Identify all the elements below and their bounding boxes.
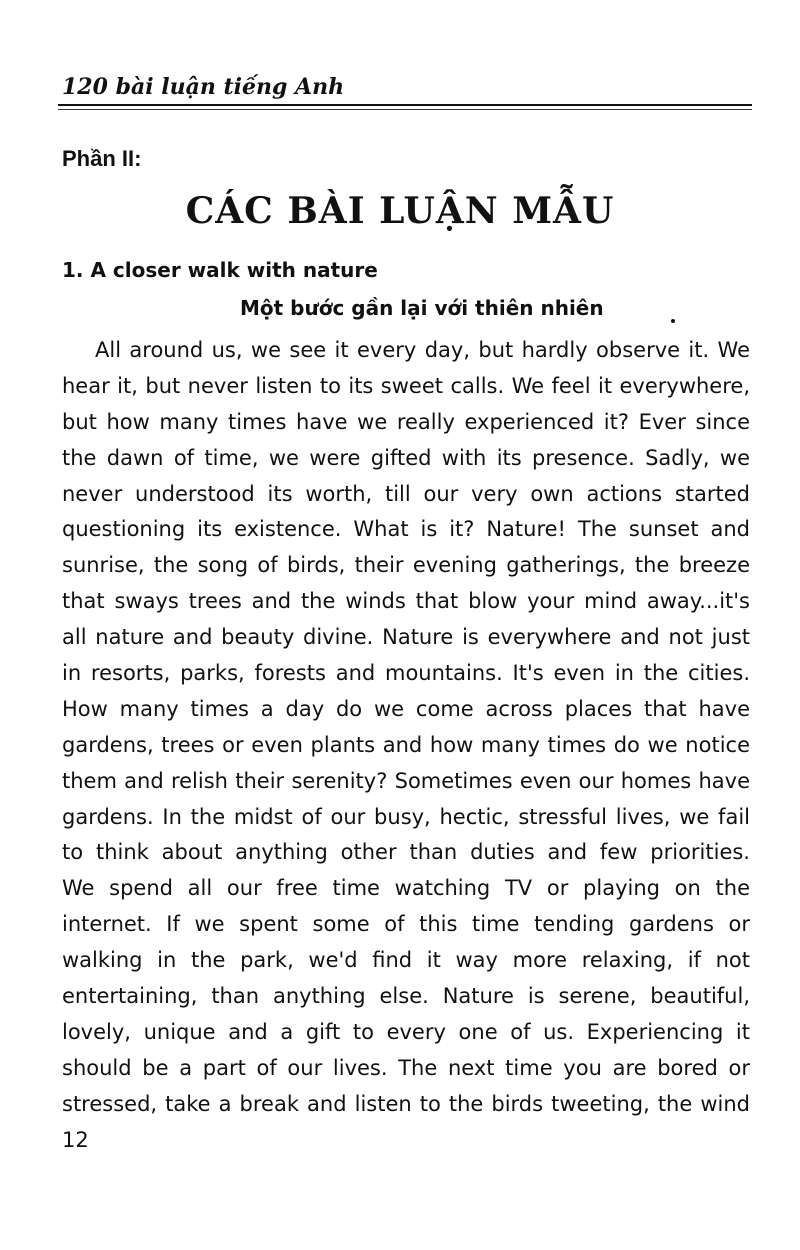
body-line: walking in the park, we'd find it way more relaxing, if not — [62, 948, 750, 973]
print-speck — [671, 319, 675, 323]
body-line: entertaining, than anything else. Nature is serene, beautiful, — [62, 984, 750, 1009]
essay-title: 1. A closer walk with nature — [62, 258, 378, 282]
body-line: in resorts, parks, forests and mountains. It's even in the cities. — [62, 661, 750, 686]
running-header: 120 bài luận tiếng Anh — [62, 74, 345, 100]
section-title: CÁC BÀI LUẬN MẪU — [185, 190, 615, 232]
essay-subtitle: Một bước gần lại với thiên nhiên — [240, 296, 604, 320]
body-line: lovely, unique and a gift to every one of us. Experiencing it — [62, 1019, 750, 1044]
body-line: How many times a day do we come across places that have — [62, 696, 750, 721]
essay-body — [62, 333, 750, 1123]
body-line: internet. If we spent some of this time tending gardens or — [62, 912, 750, 937]
body-line: the dawn of time, we were gifted with its presence. Sadly, we — [62, 445, 750, 470]
part-label: Phần II: — [62, 146, 142, 171]
body-line: them and relish their serenity? Sometimes even our homes have — [62, 768, 750, 793]
body-line: gardens. In the midst of our busy, hectic, stressful lives, we fail — [62, 804, 750, 829]
page-number: 12 — [62, 1128, 89, 1152]
body-line: gardens, trees or even plants and how many times do we notice — [62, 732, 750, 757]
header-rule-thin — [58, 109, 752, 110]
body-line: questioning its existence. What is it? Nature! The sunset and — [62, 517, 750, 542]
body-line: All around us, we see it every day, but hardly observe it. We — [95, 338, 750, 362]
body-line: stressed, take a break and listen to the birds tweeting, the wind — [62, 1091, 750, 1116]
body-line: should be a part of our lives. The next time you are bored or — [62, 1055, 750, 1080]
body-line: never understood its worth, till our very own actions started — [62, 481, 750, 506]
header-rule — [58, 104, 752, 106]
body-line: hear it, but never listen to its sweet calls. We feel it everywhere, — [62, 373, 750, 398]
body-line: sunrise, the song of birds, their evening gatherings, the breeze — [62, 553, 750, 578]
body-line: to think about anything other than duties and few priorities. — [62, 840, 750, 865]
body-line: that sways trees and the winds that blow your mind away...it's — [62, 589, 750, 614]
body-line: but how many times have we really experienced it? Ever since — [62, 409, 750, 434]
body-line: We spend all our free time watching TV or playing on the — [62, 876, 750, 901]
body-line: all nature and beauty divine. Nature is everywhere and not just — [62, 625, 750, 650]
